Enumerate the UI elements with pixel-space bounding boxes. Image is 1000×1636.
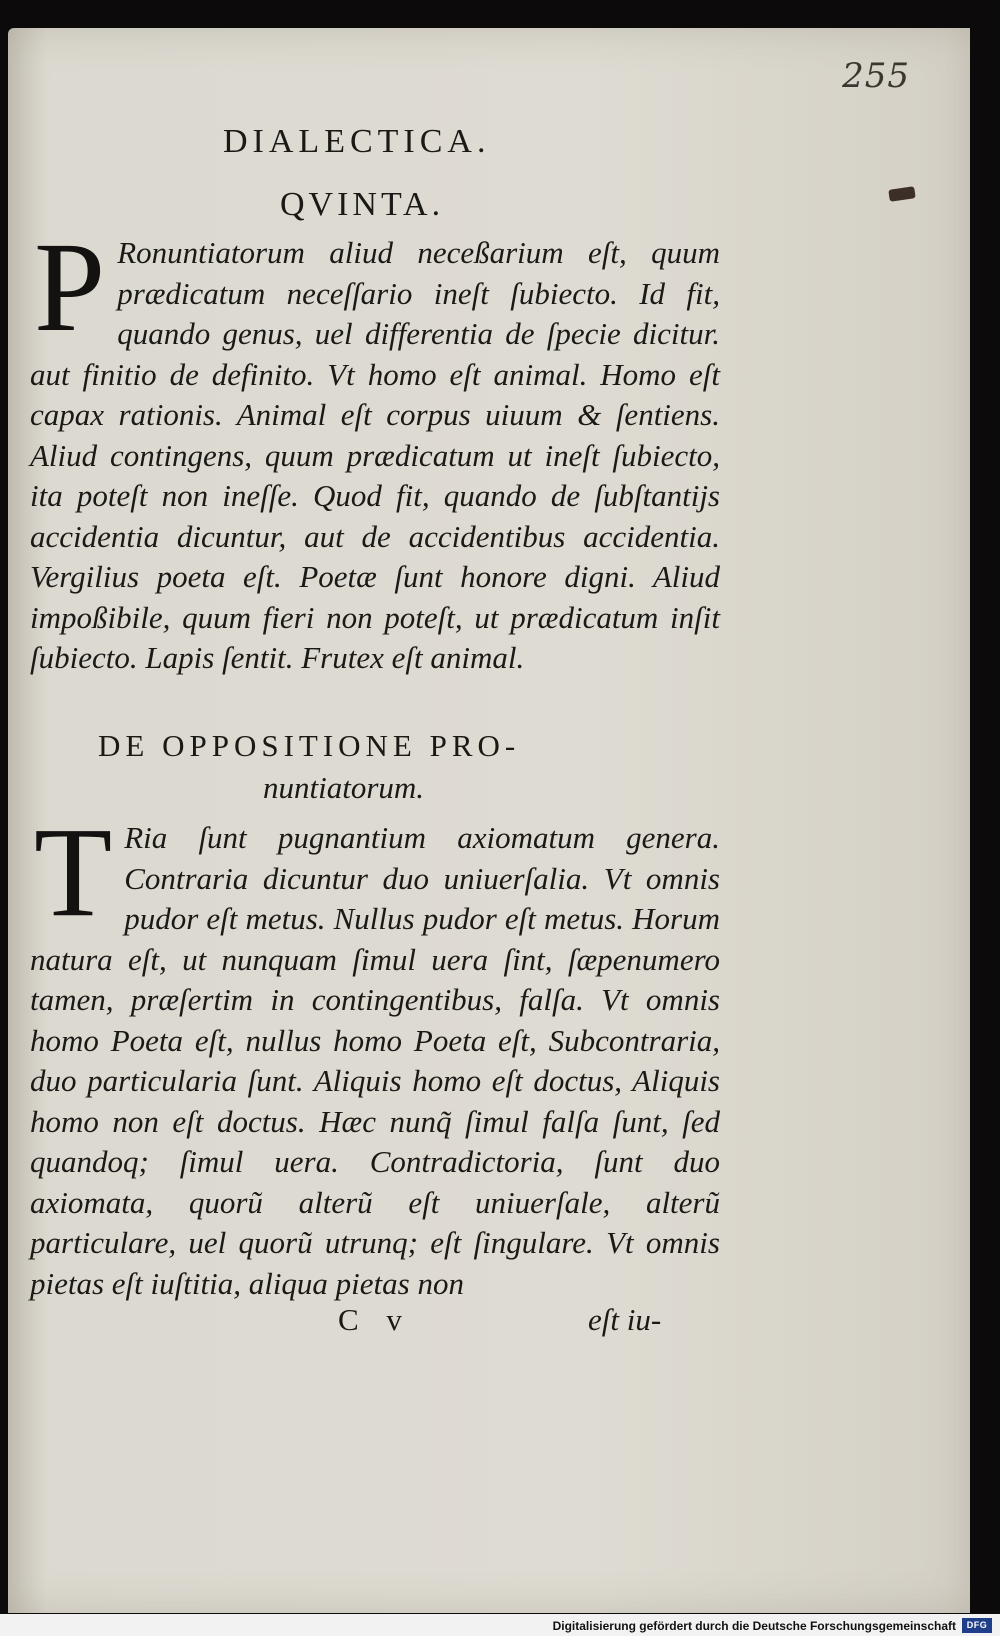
page-stain [888,186,915,202]
heading-opposition: DE OPPOSITIONE PRO- [98,728,521,763]
heading-opposition-continued: nuntiatorum. [263,770,425,805]
section1-text: Ronuntiatorum aliud neceßarium eſt, quum prædicatum neceſſario ineſt ſubiecto. Id fit, quando genus, uel differentia de ſpecie dicitur. aut finitio de definito. Vt homo eſt animal. Homo eſt capax rationis. Animal eſt corpus uiuum & ſentiens. Aliud contingens, quum prædicatum ut ineſt ſubiecto, ita poteſt non ineſſe. Quod fit, quando de ſubſtantijs accidentia dicuntur, aut de accidentibus accidentia. Vergilius poeta eſt. Poetæ ſunt honore digni. Aliud impoßibile, quum fieri non poteſt, ut prædicatum inſit ſubiecto. Lapis ſentit. Frutex eſt animal. [30,235,720,675]
section-title: QVINTA. [280,186,445,223]
dropcap-p: P [34,216,106,358]
funding-credit: Digitalisierung gefördert durch die Deutsche Forschungsgemeinschaft [552,1619,956,1633]
signature-mark: C v [338,1302,412,1337]
section2-text: Ria ſunt pugnantium axiomatum genera. Contraria dicuntur duo uniuerſalia. Vt omnis pudor eſt metus. Nullus pudor eſt metus. Horum natura eſt, ut nunquam ſimul uera ſint, ſæpenumero tamen, præſertim in contingentibus, falſa. Vt omnis homo Poeta eſt, nullus homo Poeta eſt, Subcontraria, duo particularia ſunt. Aliquis homo eſt doctus, Aliquis homo non eſt doctus. Hæc nunq̃ ſimul falſa ſunt, ſed quandoq; ſimul uera. Contradictoria, ſunt duo axiomata, quorũ alterũ eſt uniuerſale, alterũ particulare, uel quorũ utrunq; eſt ſingulare. Vt omnis pietas eſt iuſtitia, aliqua pietas non [30,820,720,1301]
folio-number: 255 [842,56,910,96]
running-head: DIALECTICA. [223,123,491,160]
footer-bar [0,1614,1000,1636]
section1-body [30,216,720,679]
dfg-logo-icon: DFG [962,1618,992,1633]
catchword: eſt iu- [588,1302,662,1337]
section2-body [30,801,720,1304]
book-page [8,28,970,1613]
dropcap-t: T [34,801,113,943]
